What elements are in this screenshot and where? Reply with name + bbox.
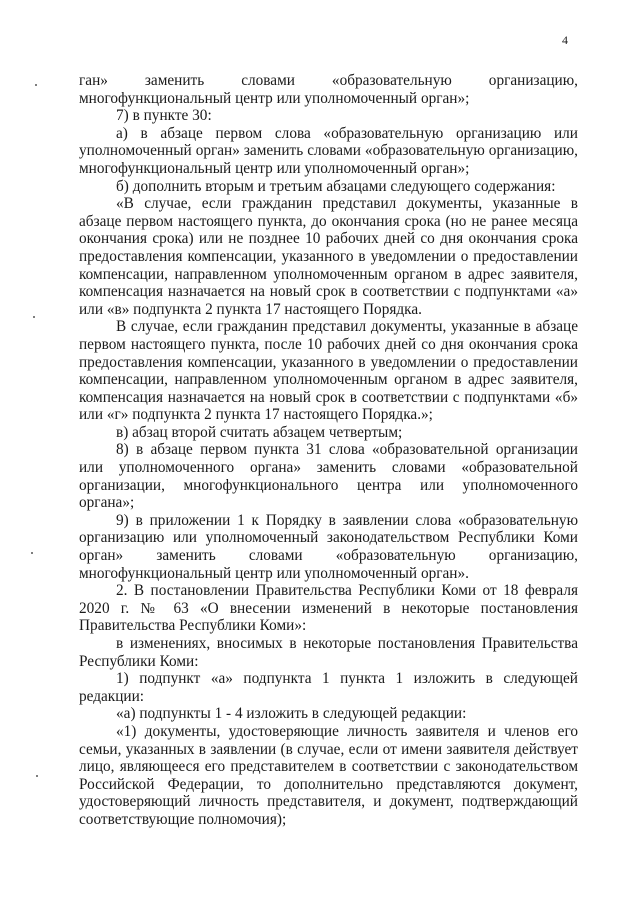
paragraph: 2. В постановлении Правительства Республики Коми от 18 февраля 2020 г. № 63 «О внесении изменений в некоторые постановления Правительства Республики Коми»: (79, 582, 578, 635)
document-body (79, 72, 578, 829)
paragraph: в) абзац второй считать абзацем четвертым; (116, 423, 403, 441)
paragraph: 8) в абзаце первом пункта 31 слова «образовательной организации или уполномоченного органа» заменить словами «образовательной организации, многофункционального центра или уполномоченного органа»; (79, 441, 578, 512)
paragraph: а) в абзаце первом слова «образовательную организацию или уполномоченный орган» заменить словами «образовательную организацию, многофункциональный центр или уполномоченный орган»; (79, 124, 578, 177)
paragraph: 7) в пункте 30: (116, 107, 212, 125)
paragraph: «а) подпункты 1 - 4 изложить в следующей редакции: (116, 705, 467, 723)
paragraph: В случае, если гражданин представил документы, указанные в абзаце первом настоящего пункта, после 10 рабочих дней со дня окончания срока предоставления компенсации, указанного в уведомлении о предоставлении компенсации, направленном уполномоченным органом в адрес заявителя, компенсация назначается на новый срок в соответствии с подпунктами «б» или «г» подпункта 2 пункта 17 настоящего Порядка.»; (79, 318, 578, 424)
scan-speck (35, 84, 37, 86)
paragraph: б) дополнить вторым и третьим абзацами следующего содержания: (116, 177, 556, 195)
paragraph: 9) в приложении 1 к Порядку в заявлении слова «образовательную организацию или уполномоченный законодательством Республики Коми орган» заменить словами «образовательную организацию, многофункциональный центр или уполномоченный орган». (79, 511, 578, 582)
scan-speck (33, 316, 35, 318)
scan-speck (36, 775, 38, 777)
scan-speck (31, 552, 33, 554)
paragraph: «1) документы, удостоверяющие личность заявителя и членов его семьи, указанных в заявлении (в случае, если от имени заявителя действует лицо, являющееся его представителем в соответствии с законодательством Российской Федерации, то дополнительно представляются документ, удостоверяющий личность представителя, и документ, подтверждающий соответствующие полномочия); (79, 722, 578, 828)
paragraph: ган» заменить словами «образовательную организацию, многофункциональный центр или уполномоченный орган»; (79, 72, 578, 107)
page-number: 4 (562, 33, 568, 47)
paragraph: в изменениях, вносимых в некоторые постановления Правительства Республики Коми: (79, 635, 578, 670)
paragraph: 1) подпункт «а» подпункта 1 пункта 1 изложить в следующей редакции: (79, 670, 578, 705)
paragraph: «В случае, если гражданин представил документы, указанные в абзаце первом настоящего пункта, до окончания срока (но не ранее месяца окончания срока) или не позднее 10 рабочих дней со дня окончания срока предоставления компенсации, указанного в уведомлении о предоставлении компенсации, направленном уполномоченным органом в адрес заявителя, компенсация назначается на новый срок в соответствии с подпунктами «а» или «в» подпункта 2 пункта 17 настоящего Порядка. (79, 195, 578, 318)
